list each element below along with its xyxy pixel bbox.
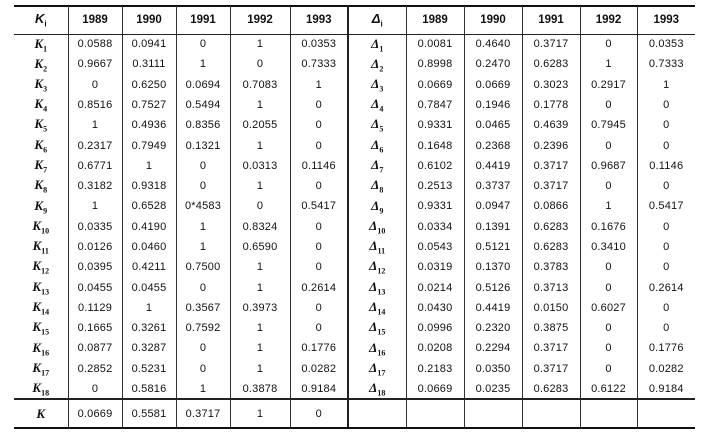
- table-row: [14, 257, 695, 277]
- k-value: 0.0694: [176, 75, 230, 95]
- delta-value: 0.0669: [464, 75, 522, 95]
- delta-value: 0.7945: [580, 115, 637, 135]
- k-label: $K_1$: [34, 35, 48, 54]
- k-value: 0: [176, 156, 230, 176]
- delta-value: 1: [637, 75, 695, 95]
- k-value: 1: [230, 34, 290, 54]
- k-value: 0.1776: [290, 338, 348, 358]
- delta-value: 0.5121: [464, 237, 522, 257]
- total-value: 0.5581: [122, 399, 176, 428]
- delta-label: $\Delta_3$: [348, 75, 406, 95]
- data-table: [14, 6, 695, 428]
- k-year-1989: 1989: [68, 6, 122, 34]
- k-value: 0.6771: [68, 156, 122, 176]
- delta-value: 0.0150: [522, 298, 580, 318]
- delta-value: 0.4639: [522, 115, 580, 135]
- delta-value: 0.2320: [464, 318, 522, 338]
- k-value: 0.0395: [68, 257, 122, 277]
- k-value: 0.0455: [68, 277, 122, 297]
- delta-label: $\Delta_2$: [348, 54, 406, 74]
- k-value: 1: [230, 135, 290, 155]
- k-year-1992: 1992: [230, 6, 290, 34]
- k-label: $K_{10}$: [32, 217, 50, 236]
- k-value: 1: [176, 379, 230, 400]
- delta-label: $\Delta_8$: [348, 176, 406, 196]
- k-value: 1: [230, 318, 290, 338]
- delta-value: 0.0334: [406, 217, 464, 237]
- k-value: 0: [176, 338, 230, 358]
- k-value: 0.6528: [122, 196, 176, 216]
- delta-value: 0.1778: [522, 95, 580, 115]
- delta-value: 0.2368: [464, 135, 522, 155]
- k-value: 0: [230, 54, 290, 74]
- delta-value: 0.2183: [406, 359, 464, 379]
- k-value: 0.1129: [68, 298, 122, 318]
- delta-value: 0.1676: [580, 217, 637, 237]
- table-row: [14, 75, 695, 95]
- delta-value: 0.0543: [406, 237, 464, 257]
- delta-value: 0.3717: [522, 34, 580, 54]
- delta-label: $\Delta_{14}$: [348, 298, 406, 318]
- k-value: 0.7592: [176, 318, 230, 338]
- k-value: 0.3182: [68, 176, 122, 196]
- k-label: $K_{16}$: [32, 339, 50, 358]
- delta-value: 0: [637, 237, 695, 257]
- k-value: 0.6250: [122, 75, 176, 95]
- delta-value: 0: [580, 338, 637, 358]
- k-year-1990: 1990: [122, 6, 176, 34]
- table-row: [14, 95, 695, 115]
- delta-value: 0.0430: [406, 298, 464, 318]
- k-value: 0.7949: [122, 135, 176, 155]
- delta-value: 0.4640: [464, 34, 522, 54]
- delta-header: $\Delta_i$: [348, 6, 406, 34]
- k-label: $K_3$: [34, 75, 48, 94]
- table-row: [14, 176, 695, 196]
- k-value: 0.2317: [68, 135, 122, 155]
- delta-value: 0: [637, 95, 695, 115]
- k-value: 0.3261: [122, 318, 176, 338]
- k-value: 0: [290, 217, 348, 237]
- empty-cell: [637, 399, 695, 428]
- k-value: 0.0353: [290, 34, 348, 54]
- k-value: 0*4583: [176, 196, 230, 216]
- delta-label: $\Delta_{10}$: [348, 217, 406, 237]
- k-value: 1: [68, 115, 122, 135]
- delta-value: 0.2470: [464, 54, 522, 74]
- k-value: 0.2055: [230, 115, 290, 135]
- delta-value: 0.9331: [406, 115, 464, 135]
- k-label: $K_{12}$: [32, 258, 50, 277]
- delta-value: 0.9331: [406, 196, 464, 216]
- table-row: [14, 54, 695, 74]
- delta-value: 0.3737: [464, 176, 522, 196]
- k-value: 0: [68, 75, 122, 95]
- k-value: 0.0335: [68, 217, 122, 237]
- k-value: 0.3567: [176, 298, 230, 318]
- k-value: 0.5417: [290, 196, 348, 216]
- delta-value: 0.2396: [522, 135, 580, 155]
- k-value: 1: [230, 176, 290, 196]
- k-label: $K_{18}$: [32, 379, 50, 398]
- delta-label: $\Delta_1$: [348, 34, 406, 54]
- delta-label: $\Delta_4$: [348, 95, 406, 115]
- table-row: [14, 379, 695, 400]
- total-value: 1: [230, 399, 290, 428]
- delta-value: 0.4419: [464, 156, 522, 176]
- delta-value: 0.3023: [522, 75, 580, 95]
- d-year-1991: 1991: [522, 6, 580, 34]
- k-value: 0: [290, 95, 348, 115]
- k-value: 1: [68, 196, 122, 216]
- delta-value: 0.0282: [637, 359, 695, 379]
- k-value: 1: [230, 359, 290, 379]
- k-value: 0.8516: [68, 95, 122, 115]
- delta-value: 0.6102: [406, 156, 464, 176]
- k-value: 0.1146: [290, 156, 348, 176]
- k-value: 0: [176, 277, 230, 297]
- delta-value: 0.3717: [522, 156, 580, 176]
- delta-value: 0.1146: [637, 156, 695, 176]
- delta-value: 0.0214: [406, 277, 464, 297]
- delta-value: 0.6122: [580, 379, 637, 400]
- delta-value: 0: [637, 115, 695, 135]
- table-row: [14, 34, 695, 54]
- d-year-1993: 1993: [637, 6, 695, 34]
- table-row: [14, 298, 695, 318]
- delta-value: 0.5126: [464, 277, 522, 297]
- delta-value: 0: [580, 176, 637, 196]
- k-value: 0: [290, 176, 348, 196]
- k-value: 1: [290, 75, 348, 95]
- delta-value: 0.0081: [406, 34, 464, 54]
- k-value: 0.8356: [176, 115, 230, 135]
- k-value: 0.0313: [230, 156, 290, 176]
- delta-value: 0.4419: [464, 298, 522, 318]
- k-value: 0.4190: [122, 217, 176, 237]
- empty-cell: [580, 399, 637, 428]
- delta-value: 0.2294: [464, 338, 522, 358]
- table-row: [14, 156, 695, 176]
- k-value: 1: [176, 237, 230, 257]
- k-value: 0.0877: [68, 338, 122, 358]
- delta-value: 0.9687: [580, 156, 637, 176]
- k-value: 0: [290, 318, 348, 338]
- empty-cell: [464, 399, 522, 428]
- delta-label: $\Delta_{18}$: [348, 379, 406, 400]
- delta-value: 0.0947: [464, 196, 522, 216]
- table-row: [14, 277, 695, 297]
- k-value: 0: [68, 379, 122, 400]
- k-label: $K_9$: [34, 197, 48, 216]
- k-value: 0.0941: [122, 34, 176, 54]
- total-row: [14, 399, 695, 428]
- delta-value: 0.0465: [464, 115, 522, 135]
- k-value: 0.1665: [68, 318, 122, 338]
- delta-value: 1: [580, 196, 637, 216]
- k-value: 0.0460: [122, 237, 176, 257]
- d-year-1992: 1992: [580, 6, 637, 34]
- delta-label: $\Delta_{17}$: [348, 359, 406, 379]
- k-label: $K_{17}$: [32, 359, 50, 378]
- k-value: 0.9318: [122, 176, 176, 196]
- table-row: [14, 318, 695, 338]
- k-value: 0.5494: [176, 95, 230, 115]
- k-label: $K_2$: [34, 55, 48, 74]
- total-value: 0.0669: [68, 399, 122, 428]
- table-row: [14, 115, 695, 135]
- delta-value: 0.0669: [406, 75, 464, 95]
- k-value: 0.0126: [68, 237, 122, 257]
- k-label: $K_5$: [34, 116, 48, 135]
- delta-value: 0.0350: [464, 359, 522, 379]
- d-year-1989: 1989: [406, 6, 464, 34]
- k-year-1993: 1993: [290, 6, 348, 34]
- k-value: 1: [230, 338, 290, 358]
- total-value: 0.3717: [176, 399, 230, 428]
- k-value: 0.7527: [122, 95, 176, 115]
- k-value: 0.0455: [122, 277, 176, 297]
- delta-value: 0.0235: [464, 379, 522, 400]
- k-value: 0.3287: [122, 338, 176, 358]
- delta-value: 0.9184: [637, 379, 695, 400]
- delta-label: $\Delta_6$: [348, 135, 406, 155]
- delta-value: 0.3717: [522, 176, 580, 196]
- k-year-1991: 1991: [176, 6, 230, 34]
- total-label: K: [14, 399, 68, 428]
- k-value: 0.5231: [122, 359, 176, 379]
- delta-value: 0.3717: [522, 359, 580, 379]
- k-value: 0.1321: [176, 135, 230, 155]
- delta-label: $\Delta_9$: [348, 196, 406, 216]
- bottom-rule: [14, 427, 695, 429]
- k-label: $K_{13}$: [32, 278, 50, 297]
- k-value: 0.8324: [230, 217, 290, 237]
- delta-value: 0: [637, 135, 695, 155]
- k-value: 0.0588: [68, 34, 122, 54]
- empty-cell: [522, 399, 580, 428]
- k-value: 1: [230, 95, 290, 115]
- delta-value: 0.2614: [637, 277, 695, 297]
- delta-value: 0.5417: [637, 196, 695, 216]
- k-value: 0.7500: [176, 257, 230, 277]
- delta-value: 0: [637, 298, 695, 318]
- delta-value: 0.0866: [522, 196, 580, 216]
- k-value: 1: [176, 217, 230, 237]
- k-value: 0.4211: [122, 257, 176, 277]
- delta-value: 0.6283: [522, 54, 580, 74]
- k-value: 1: [176, 54, 230, 74]
- k-value: 0.6590: [230, 237, 290, 257]
- delta-value: 0.7847: [406, 95, 464, 115]
- k-label: $K_{14}$: [32, 299, 50, 317]
- table-row: [14, 135, 695, 155]
- table-row: [14, 338, 695, 358]
- delta-value: 0.8998: [406, 54, 464, 74]
- delta-value: 1: [580, 54, 637, 74]
- k-value: 0.9667: [68, 54, 122, 74]
- delta-value: 0: [580, 257, 637, 277]
- k-value: 0.2614: [290, 277, 348, 297]
- delta-value: 0.3713: [522, 277, 580, 297]
- k-value: 0.3973: [230, 298, 290, 318]
- delta-value: 0.6283: [522, 217, 580, 237]
- delta-value: 0.6027: [580, 298, 637, 318]
- k-value: 0.5816: [122, 379, 176, 400]
- k-label: $K_8$: [34, 177, 48, 195]
- k-value: 0.9184: [290, 379, 348, 400]
- delta-value: 0.0669: [406, 379, 464, 400]
- delta-value: 0: [637, 318, 695, 338]
- delta-value: 0.3717: [522, 338, 580, 358]
- k-value: 0: [290, 257, 348, 277]
- delta-value: 0: [637, 217, 695, 237]
- total-value: 0: [290, 399, 348, 428]
- delta-value: 0.3410: [580, 237, 637, 257]
- delta-label: $\Delta_{13}$: [348, 277, 406, 297]
- k-label: $K_4$: [34, 96, 48, 114]
- delta-value: 0: [637, 176, 695, 196]
- delta-label: $\Delta_5$: [348, 115, 406, 135]
- delta-value: 0.0208: [406, 338, 464, 358]
- delta-value: 0.3783: [522, 257, 580, 277]
- table-row: [14, 237, 695, 257]
- delta-value: 0.0319: [406, 257, 464, 277]
- delta-value: 0: [580, 277, 637, 297]
- empty-cell: [348, 399, 406, 428]
- delta-label: $\Delta_{15}$: [348, 318, 406, 338]
- k-value: 0: [176, 176, 230, 196]
- k-value: 0: [290, 115, 348, 135]
- table-row: [14, 359, 695, 379]
- k-value: 0: [176, 34, 230, 54]
- delta-value: 0.6283: [522, 237, 580, 257]
- k-value: 0.7083: [230, 75, 290, 95]
- k-value: 0.3878: [230, 379, 290, 400]
- delta-value: 0.1391: [464, 217, 522, 237]
- k-value: 0.4936: [122, 115, 176, 135]
- delta-label: $\Delta_{12}$: [348, 257, 406, 277]
- delta-value: 0.2513: [406, 176, 464, 196]
- k-value: 0.3111: [122, 54, 176, 74]
- k-label: $K_{11}$: [32, 238, 49, 256]
- d-year-1990: 1990: [464, 6, 522, 34]
- k-value: 0: [176, 359, 230, 379]
- k-header: $K_i$: [14, 6, 68, 34]
- k-value: 0.7333: [290, 54, 348, 74]
- k-value: 1: [122, 156, 176, 176]
- k-value: 1: [230, 277, 290, 297]
- delta-value: 0: [580, 318, 637, 338]
- delta-value: 0.0353: [637, 34, 695, 54]
- delta-value: 0: [580, 359, 637, 379]
- empty-cell: [406, 399, 464, 428]
- delta-label: $\Delta_{11}$: [348, 237, 406, 257]
- k-value: 0.2852: [68, 359, 122, 379]
- header-row: [14, 6, 695, 34]
- delta-value: 0.7333: [637, 54, 695, 74]
- k-label: $K_7$: [34, 157, 48, 175]
- delta-value: 0: [580, 95, 637, 115]
- table-row: [14, 217, 695, 237]
- delta-value: 0.2917: [580, 75, 637, 95]
- k-value: 0: [290, 237, 348, 257]
- k-value: 0: [290, 298, 348, 318]
- delta-label: $\Delta_{16}$: [348, 338, 406, 358]
- k-value: 0: [290, 135, 348, 155]
- delta-value: 0.1776: [637, 338, 695, 358]
- delta-value: 0.1648: [406, 135, 464, 155]
- delta-value: 0.3875: [522, 318, 580, 338]
- delta-value: 0.6283: [522, 379, 580, 400]
- k-value: 0: [230, 196, 290, 216]
- k-value: 1: [230, 257, 290, 277]
- table-row: [14, 196, 695, 216]
- delta-label: $\Delta_7$: [348, 156, 406, 176]
- k-label: $K_6$: [34, 136, 48, 155]
- delta-value: 0.0996: [406, 318, 464, 338]
- delta-value: 0: [637, 257, 695, 277]
- delta-value: 0.1946: [464, 95, 522, 115]
- delta-value: 0.1370: [464, 257, 522, 277]
- k-value: 1: [122, 298, 176, 318]
- k-label: $K_{15}$: [32, 319, 50, 337]
- delta-value: 0: [580, 34, 637, 54]
- delta-value: 0: [580, 135, 637, 155]
- k-value: 0.0282: [290, 359, 348, 379]
